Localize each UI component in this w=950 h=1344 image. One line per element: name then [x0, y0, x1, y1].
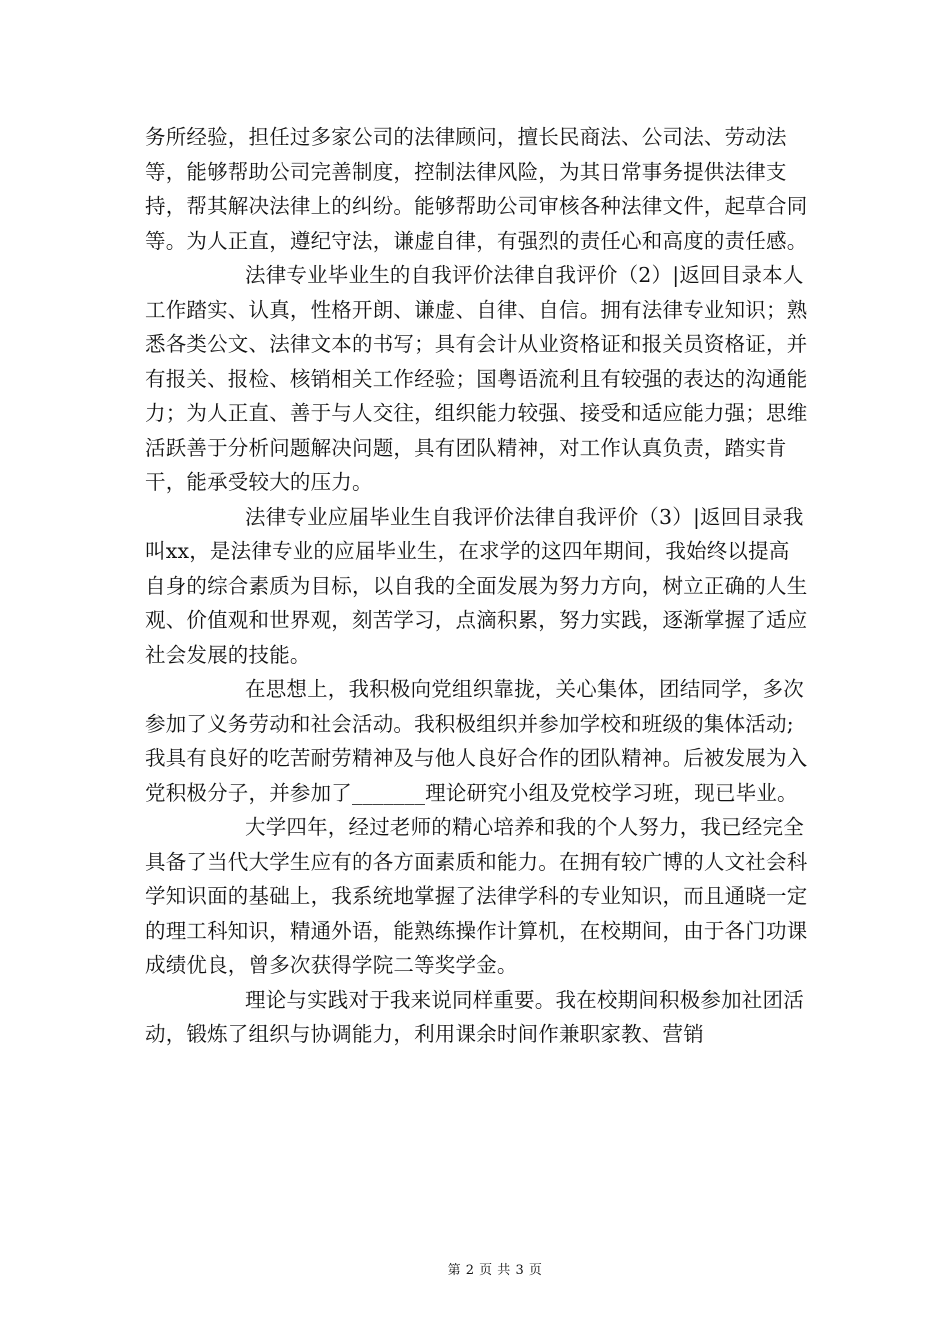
paragraph-3: 法律专业应届毕业生自我评价法律自我评价（3）|返回目录我叫xx，是法律专业的应届毕业生，在求学的这四年期间，我始终以提高自身的综合素质为目标，以自我的全面发展为努力方向，树立正确的人生观、价值观和世界观，刻苦学习，点滴积累，努力实践，逐渐掌握了适应社会发展的技能。 [145, 504, 808, 667]
paragraph-5: 大学四年，经过老师的精心培养和我的个人努力，我已经完全具备了当代大学生应有的各方面素质和能力。在拥有较广博的人文社会科学知识面的基础上，我系统地掌握了法律学科的专业知识，而且通晓一定的理工科知识，精通外语，能熟练操作计算机，在校期间，由于各门功课成绩优良，曾多次获得学院二等奖学金。 [145, 815, 808, 977]
paragraph-4: 在思想上，我积极向党组织靠拢，关心集体，团结同学，多次参加了义务劳动和社会活动。我积极组织并参加学校和班级的集体活动;我具有良好的吃苦耐劳精神及与他人良好合作的团队精神。后被发展为入党积极分子，并参加了_______理论研究小组及党校学习班，现已毕业。 [145, 677, 808, 805]
paragraph-1: 务所经验，担任过多家公司的法律顾问，擅长民商法、公司法、劳动法等，能够帮助公司完善制度，控制法律风险，为其日常事务提供法律支持，帮其解决法律上的纠纷。能够帮助公司审核各种法律文件，起草合同等。为人正直，遵纪守法，谦虚自律，有强烈的责任心和高度的责任感。 [145, 125, 808, 253]
document-body [145, 120, 810, 1052]
paragraph-6: 理论与实践对于我来说同样重要。我在校期间积极参加社团活动，锻炼了组织与协调能力，利用课余时间作兼职家教、营销 [145, 987, 804, 1046]
page-number-footer: 第 2 页 共 3 页 [447, 1263, 543, 1278]
paragraph-2: 法律专业毕业生的自我评价法律自我评价（2）|返回目录本人工作踏实、认真，性格开朗、谦虚、自律、自信。拥有法律专业知识；熟悉各类公文、法律文本的书写；具有会计从业资格证和报关员资格证，并有报关、报检、核销相关工作经验；国粤语流利且有较强的表达的沟通能力；为人正直、善于与人交往，组织能力较强、接受和适应能力强；思维活跃善于分析问题解决问题，具有团队精神，对工作认真负责，踏实肯干，能承受较大的压力。 [145, 263, 808, 494]
